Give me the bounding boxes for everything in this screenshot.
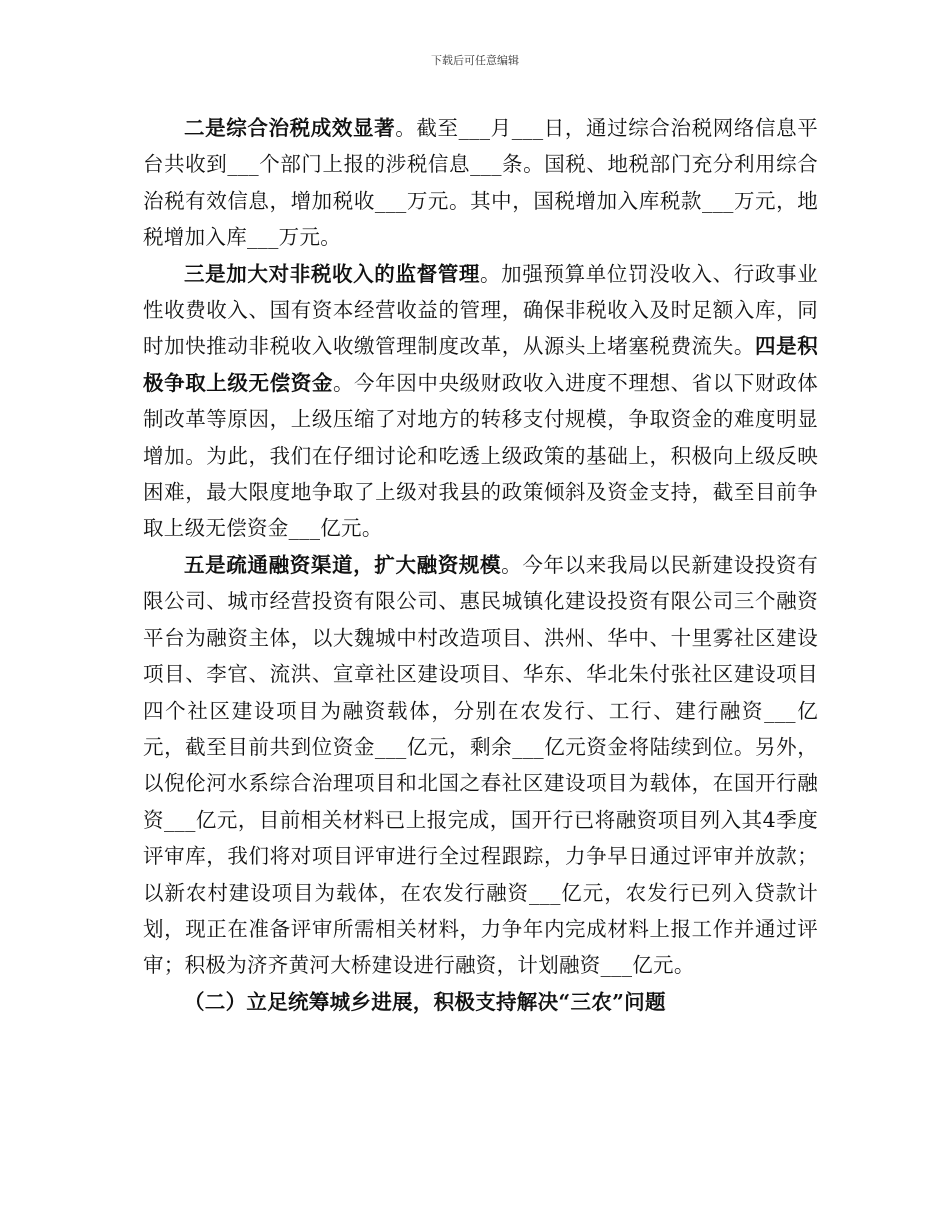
paragraph-text: 。加强预算单位罚没收入、行政事业性收费收入、国有资本经营收益的管理，确保非税收入及时足额入库，同时加快推动非税收入收缴管理制度改革，从源头上堵塞税费流失。: [143, 261, 818, 359]
paragraph-comprehensive-tax: [143, 110, 818, 256]
paragraph-text: 。截至___月___日，通过综合治税网络信息平台共收到___个部门上报的涉税信息___条。国税、地税部门充分利用综合治税有效信息，增加税收___万元。其中，国税增加入库税款___万元，地税增加入库___万元。: [143, 116, 818, 250]
paragraph-text-secondary: 。今年因中央级财政收入进度不理想、省以下财政体制改革等原因，上级压缩了对地方的转移支付规模，争取资金的难度明显增加。为此，我们在仔细讨论和吃透上级政策的基础上，积极向上级反映困难，最大限度地争取了上级对我县的政策倾斜及资金支持，截至目前争取上级无偿资金___亿元。: [143, 370, 819, 541]
paragraph-lead: 二是综合治税成效显著: [184, 116, 396, 140]
section-heading: （二）立足统筹城乡进展，积极支持解决“三农”问题: [184, 989, 666, 1014]
paragraph-lead-secondary: 四是积极争取上级无偿资金: [143, 334, 818, 395]
paragraph-nontax-revenue: [143, 256, 818, 547]
paragraph-lead: 五是疏通融资渠道，扩大融资规模: [184, 552, 502, 577]
page-header-note: 下载后可任意编辑: [431, 54, 519, 67]
document-body: [143, 110, 818, 1020]
paragraph-financing-channels: [143, 547, 818, 984]
paragraph-lead: 三是加大对非税收入的监督管理: [184, 261, 481, 286]
paragraph-text: 。今年以来我局以民新建设投资有限公司、城市经营投资有限公司、惠民城镇化建设投资有限公司三个融资平台为融资主体，以大魏城中村改造项目、洪州、华中、十里雾社区建设项目、李官、流洪、宣章社区建设项目、华东、华北朱付张社区建设项目四个社区建设项目为融资载体，分别在农发行、工行、建行融资___亿元，截至目前共到位资金___亿元，剩余___亿元资金将陆续到位。另外，以倪伦河水系综合治理项目和北国之春社区建设项目为载体，在国开行融资___亿元，目前相关材料已上报完成，国开行已将融资项目列入其4季度评审库，我们将对项目评审进行全过程跟踪，力争早日通过评审并放款；以新农村建设项目为载体，在农发行融资___亿元，农发行已列入贷款计划，现正在准备评审所需相关材料，力争年内完成材料上报工作并通过评审；积极为济齐黄河大桥建设进行融资，计划融资___亿元。: [143, 552, 818, 978]
